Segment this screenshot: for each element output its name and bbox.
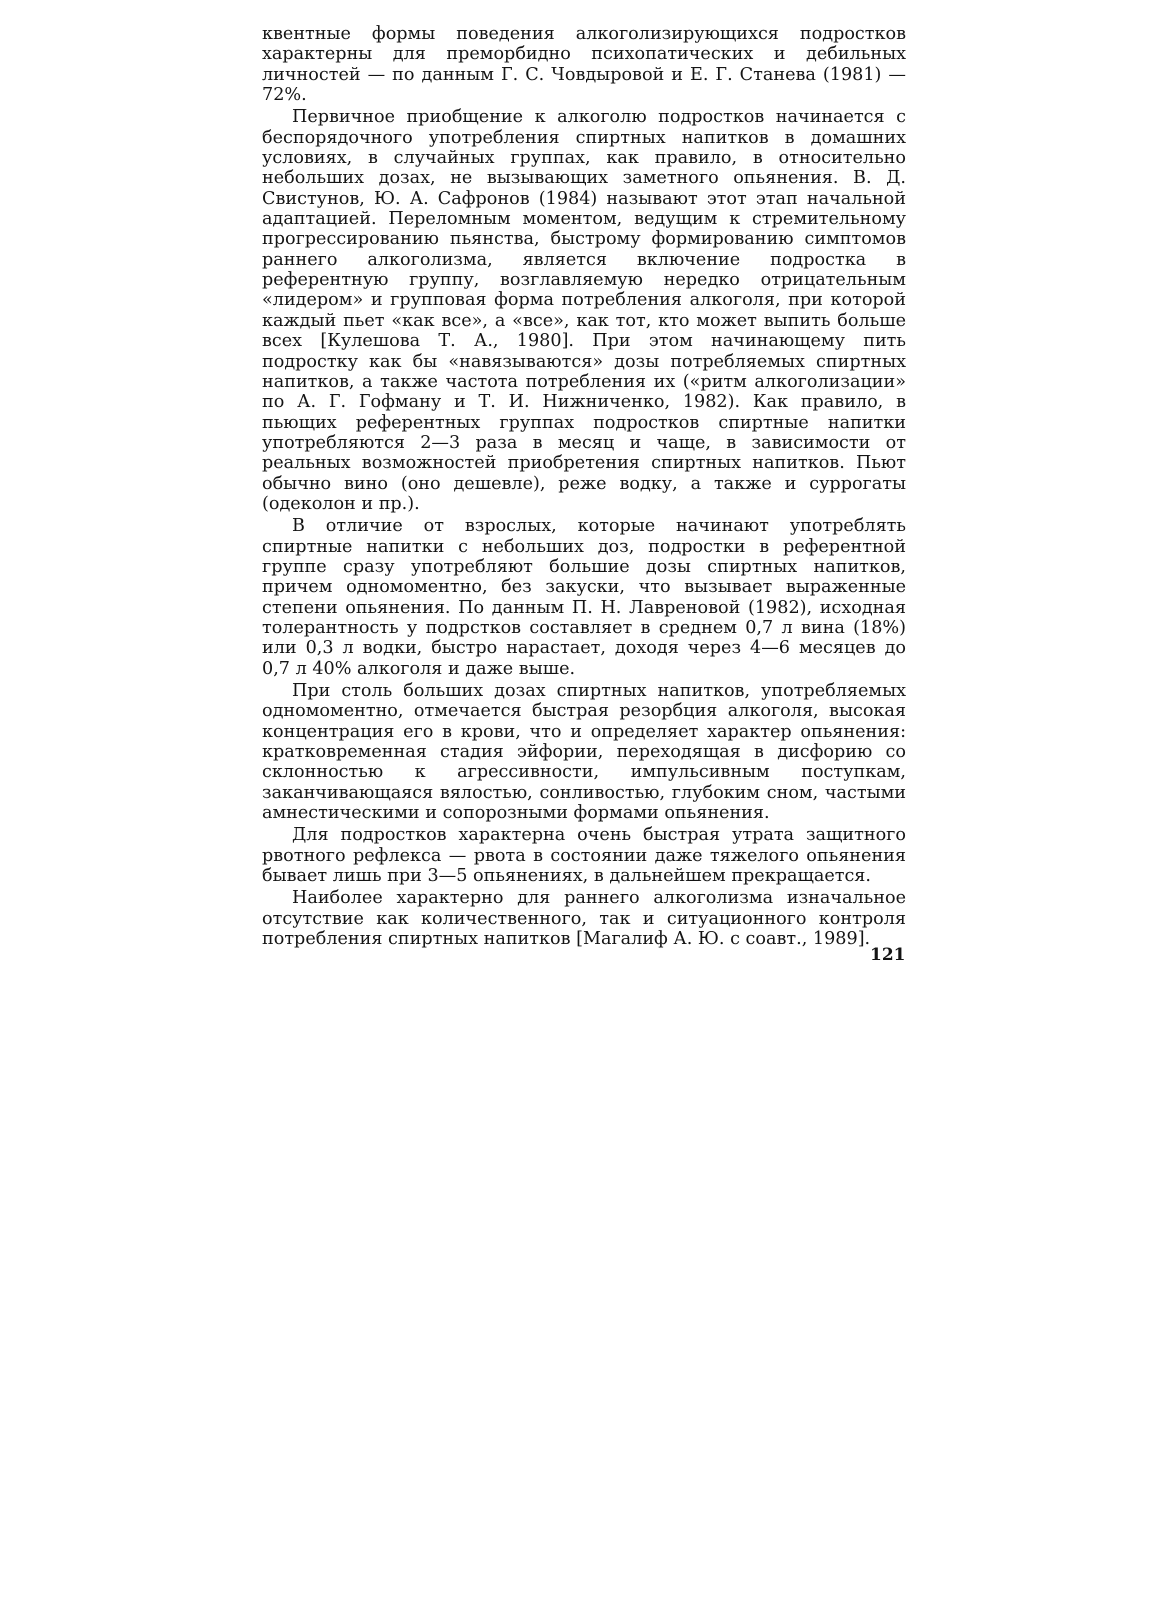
paragraph: В отличие от взрослых, которые начинают употреблять спиртные напитки с небольших доз, подростки в референтной группе сразу употребляют большие дозы спиртных напитков, причем одномоментно, без закуски, что вызывает выраженные степени опьянения. По данным П. Н. Лавреновой (1982), исходная толерантность у подрстков составляет в среднем 0,7 л вина (18%) или 0,3 л водки, быстро нарастает, доходя через 4—6 месяцев до 0,7 л 40% алкоголя и даже выше. xyxy=(262,516,906,679)
paragraph-continuation: квентные формы поведения алкоголизирующихся подростков характерны для преморбидно психопатических и дебильных личностей — по данным Г. С. Човдыровой и Е. Г. Станева (1981) — 72%. xyxy=(262,24,906,106)
paragraph: При столь больших дозах спиртных напитков, употребляемых одномоментно, отмечается быстрая резорбция алкоголя, высокая концентрация его в крови, что и определяет характер опьянения: кратковременная стадия эйфории, переходящая в дисфорию со склонностью к агрессивности, импульсивным поступкам, заканчивающаяся вялостью, сонливостью, глубоким сном, частыми амнестическими и сопорозными формами опьянения. xyxy=(262,681,906,824)
paragraph: Для подростков характерна очень быстрая утрата защитного рвотного рефлекса — рвота в состоянии даже тяжелого опьянения бывает лишь при 3—5 опьянениях, в дальнейшем прекращается. xyxy=(262,825,906,887)
page-number: 121 xyxy=(870,945,906,965)
paragraph: Первичное приобщение к алкоголю подростков начинается с беспорядочного употребления спиртных напитков в домашних условиях, в случайных группах, как правило, в относительно небольших дозах, не вызывающих заметного опьянения. В. Д. Свистунов, Ю. А. Сафронов (1984) называют этот этап начальной адаптацией. Переломным моментом, ведущим к стремительному прогрессированию пьянства, быстрому формированию симптомов раннего алкоголизма, является включение подростка в референтную группу, возглавляемую нередко отрицательным «лидером» и групповая форма потребления алкоголя, при которой каждый пьет «как все», а «все», как тот, кто может выпить больше всех [Кулешова Т. А., 1980]. При этом начинающему пить подростку как бы «навязываются» дозы потребляемых спиртных напитков, а также частота потребления их («ритм алкоголизации» по А. Г. Гофману и Т. И. Нижниченко, 1982). Как правило, в пьющих референтных группах подростков спиртные напитки употребляются 2—3 раза в месяц и чаще, в зависимости от реальных возможностей приобретения спиртных напитков. Пьют обычно вино (оно дешевле), реже водку, а также и суррогаты (одеколон и пр.). xyxy=(262,107,906,514)
page-text-block xyxy=(262,24,906,949)
paragraph: Наиболее характерно для раннего алкоголизма изначальное отсутствие как количественного, так и ситуационного контроля потребления спиртных напитков [Магалиф А. Ю. с соавт., 1989]. xyxy=(262,888,906,950)
